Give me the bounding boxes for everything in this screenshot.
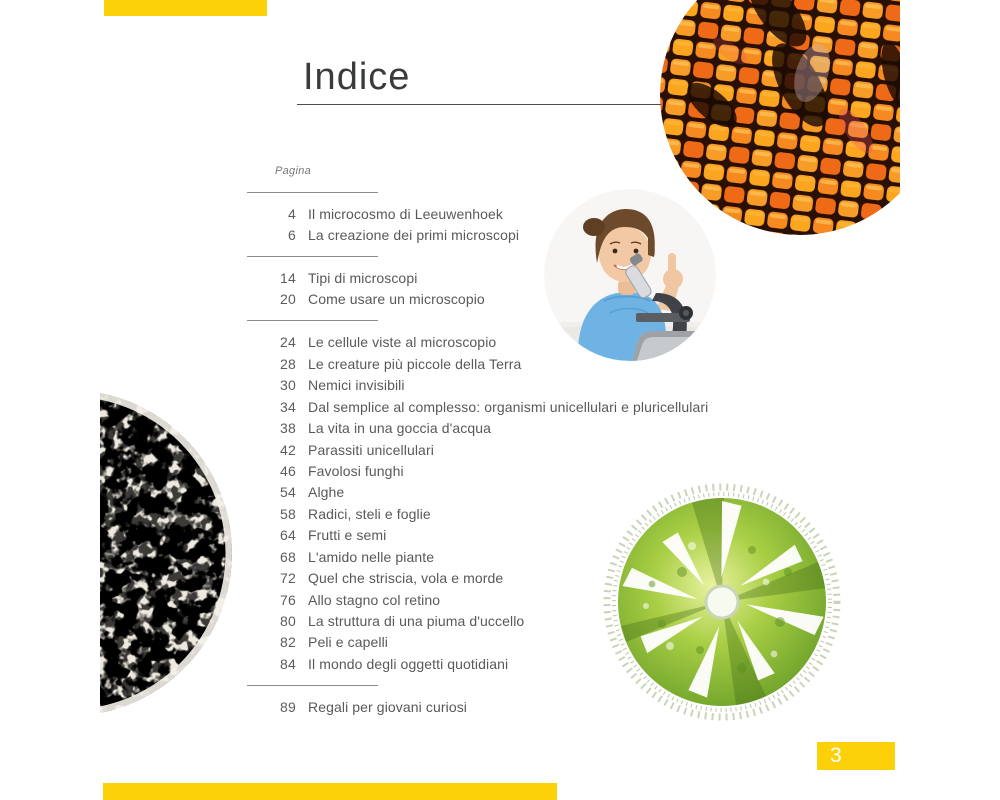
- toc-entry-page-number: 80: [280, 613, 296, 630]
- toc-entry: [200, 353, 708, 374]
- divider-line: [247, 256, 378, 257]
- toc-entry-label: La creazione dei primi microscopi: [308, 227, 520, 244]
- book-page: [100, 0, 900, 800]
- toc-entry-page-number: 34: [280, 398, 296, 415]
- toc-entry: [200, 396, 708, 417]
- toc-section-divider: [200, 310, 708, 331]
- bottom-accent-bar: [103, 783, 557, 800]
- toc-entry-label: Favolosi funghi: [308, 462, 404, 479]
- divider-line: [247, 685, 378, 686]
- toc-entry-page-number: 24: [280, 334, 296, 351]
- toc-entry: [200, 289, 708, 310]
- toc-entry-label: Regali per giovani curiosi: [308, 698, 468, 715]
- toc-entry-label: Frutti e semi: [308, 527, 387, 544]
- toc-entry-label: Nemici invisibili: [308, 377, 405, 394]
- toc-entry-page-number: 46: [280, 462, 296, 479]
- toc-entry: [200, 525, 708, 546]
- toc-entry: [200, 696, 708, 717]
- toc-entry-page-number: 64: [280, 527, 296, 544]
- toc-entry: [200, 332, 708, 353]
- toc-entry: [200, 632, 708, 653]
- toc-entry-page-number: 4: [288, 205, 296, 222]
- toc-entry-label: La struttura di una piuma d'uccello: [308, 613, 525, 630]
- butterfly-wing-scales-image: [660, 0, 900, 235]
- toc-entry-label: L'amido nelle piante: [308, 548, 435, 565]
- toc-entry-label: Le cellule viste al microscopio: [308, 334, 497, 351]
- toc-entry: [200, 546, 708, 567]
- toc-entry-page-number: 20: [280, 291, 296, 308]
- toc-entry: [200, 610, 708, 631]
- divider-line: [247, 320, 378, 321]
- toc-entry-label: Parassiti unicellulari: [308, 441, 434, 458]
- toc-entry: [200, 653, 708, 674]
- toc-entry: [200, 224, 708, 245]
- table-of-contents: [200, 203, 708, 718]
- page-title: Indice: [303, 56, 411, 98]
- toc-entry-page-number: 42: [280, 441, 296, 458]
- toc-entry-page-number: 89: [280, 698, 296, 715]
- toc-entry: [200, 589, 708, 610]
- page-column-header: Pagina: [275, 165, 312, 177]
- toc-entry: [200, 267, 708, 288]
- toc-entry-label: Peli e capelli: [308, 634, 388, 651]
- toc-entry: [200, 439, 708, 460]
- toc-entry-label: Radici, steli e foglie: [308, 505, 431, 522]
- toc-entry-page-number: 14: [280, 270, 296, 287]
- toc-entry-page-number: 58: [280, 505, 296, 522]
- butterfly-wing-scales-art: [660, 0, 900, 235]
- toc-entry-label: Come usare un microscopio: [308, 291, 485, 308]
- toc-entry-label: Allo stagno col retino: [308, 591, 441, 608]
- toc-entry: [200, 203, 708, 224]
- title-underline: [297, 104, 661, 105]
- toc-entry: [200, 417, 708, 438]
- toc-entry: [200, 482, 708, 503]
- toc-section-divider: [200, 246, 708, 267]
- toc-entry-page-number: 54: [280, 484, 296, 501]
- toc-entry-page-number: 76: [280, 591, 296, 608]
- toc-entry-page-number: 68: [280, 548, 296, 565]
- page-number: 3: [830, 744, 842, 767]
- toc-entry-label: Tipi di microscopi: [308, 270, 418, 287]
- toc-entry: [200, 567, 708, 588]
- toc-entry-page-number: 38: [280, 420, 296, 437]
- toc-entry-page-number: 82: [280, 634, 296, 651]
- toc-entry-label: Il mondo degli oggetti quotidiani: [308, 655, 509, 672]
- toc-entry-page-number: 30: [280, 377, 296, 394]
- toc-entry-page-number: 28: [280, 355, 296, 372]
- toc-entry-page-number: 6: [288, 227, 296, 244]
- toc-entry: [200, 460, 708, 481]
- toc-entry-label: Il microcosmo di Leeuwenhoek: [308, 205, 504, 222]
- column-header-underline: [247, 192, 378, 193]
- toc-entry-label: Dal semplice al complesso: organismi unicellulari e pluricellulari: [308, 398, 709, 415]
- toc-entry-label: Le creature più piccole della Terra: [308, 355, 522, 372]
- toc-entry-label: La vita in una goccia d'acqua: [308, 420, 492, 437]
- toc-entry-label: Quel che striscia, vola e morde: [308, 570, 504, 587]
- toc-entry-page-number: 84: [280, 655, 296, 672]
- toc-entry-page-number: 72: [280, 570, 296, 587]
- toc-entry-label: Alghe: [308, 484, 345, 501]
- toc-section-divider: [200, 675, 708, 696]
- toc-entry: [200, 503, 708, 524]
- toc-entry: [200, 375, 708, 396]
- top-accent-bar: [104, 0, 267, 16]
- page-number-badge: [817, 742, 895, 770]
